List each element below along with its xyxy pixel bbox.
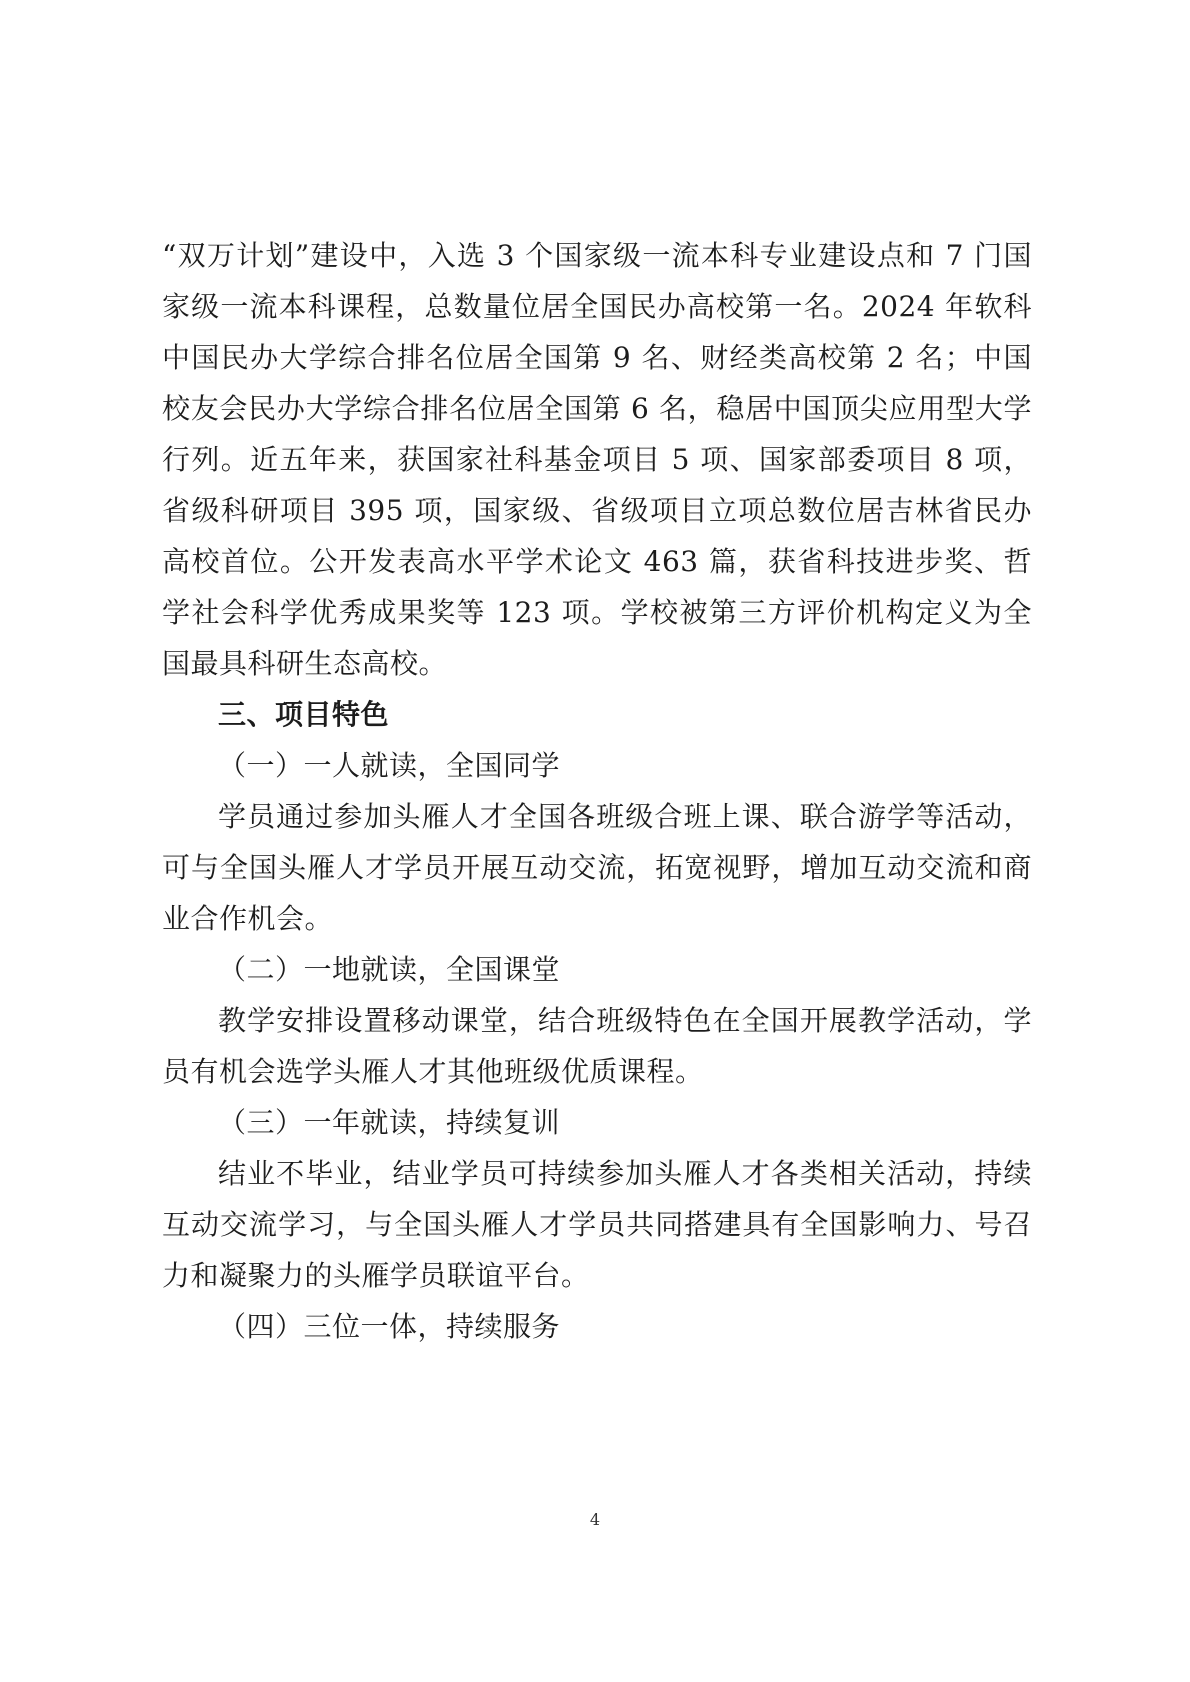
subheading-1: （一）一人就读，全国同学 [218, 749, 561, 782]
paragraph-achievements: “双万计划”建设中，入选 3 个国家级一流本科专业建设点和 7 门国家级一流本科课程，总数量位居全国民办高校第一名。2024 年软科中国民办大学综合排名位居全国第 9 名、财经类高校第 2 名；中国校友会民办大学综合排名位居全国第 6 名，稳居中国顶尖应用型大学行列。近五年来，获国家社科基金项目 5 项、国家部委项目 8 项，省级科研项目 395 项，国家级、省级项目立项总数位居吉林省民办高校首位。公开发表高水平学术论文 463 篇，获省科技进步奖、哲学社会科学优秀成果奖等 123 项。学校被第三方评价机构定义为全国最具科研生态高校。 [162, 239, 1032, 680]
paragraph-1: 学员通过参加头雁人才全国各班级合班上课、联合游学等活动，可与全国头雁人才学员开展互动交流，拓宽视野，增加互动交流和商业合作机会。 [162, 800, 1032, 935]
document-body [162, 230, 1032, 1352]
subheading-2: （二）一地就读，全国课堂 [218, 953, 561, 986]
subheading-3: （三）一年就读，持续复训 [218, 1106, 561, 1139]
paragraph-3: 结业不毕业，结业学员可持续参加头雁人才各类相关活动，持续互动交流学习，与全国头雁人才学员共同搭建具有全国影响力、号召力和凝聚力的头雁学员联谊平台。 [162, 1157, 1032, 1292]
section-heading-project-features: 三、项目特色 [218, 698, 390, 731]
paragraph-2: 教学安排设置移动课堂，结合班级特色在全国开展教学活动，学员有机会选学头雁人才其他班级优质课程。 [162, 1004, 1032, 1088]
page-number: 4 [589, 1510, 601, 1529]
subheading-4: （四）三位一体，持续服务 [218, 1310, 561, 1343]
